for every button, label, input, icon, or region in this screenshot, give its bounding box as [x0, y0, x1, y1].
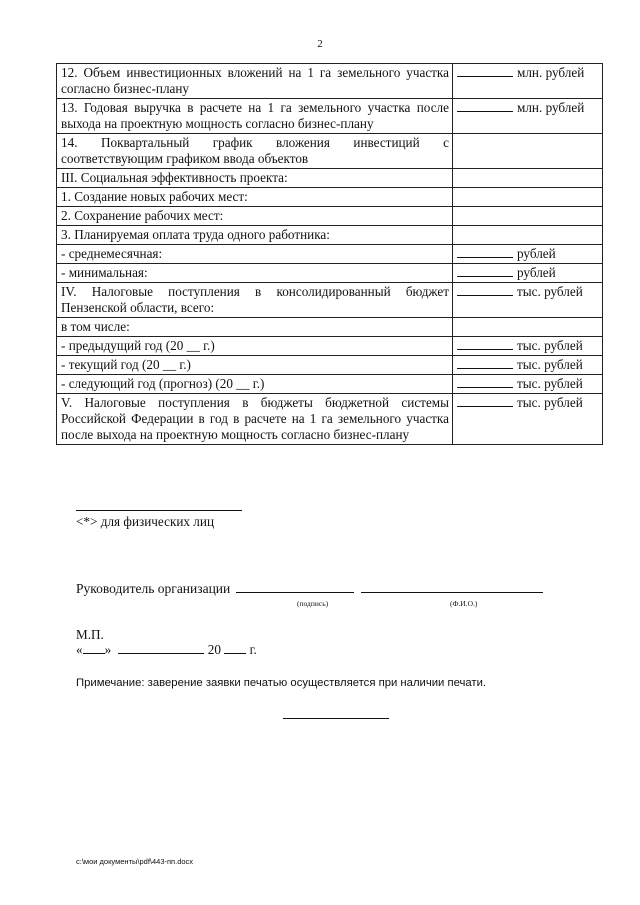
table-row — [57, 375, 603, 394]
row-value-field — [453, 375, 603, 394]
quote-close: » — [104, 642, 112, 657]
row-description: III. Социальная эффективность проекта: — [57, 169, 453, 188]
page-number: 2 — [317, 38, 323, 50]
row-value-field — [453, 207, 603, 226]
row-value-field — [453, 64, 603, 99]
row-value-field — [453, 245, 603, 264]
row-description: - среднемесячная: — [57, 245, 453, 264]
row-description: V. Налоговые поступления в бюджеты бюджетной системы Российской Федерации в год в расчете на 1 га земельного участка после выхода на проектную мощность согласно бизнес-плану — [57, 394, 453, 445]
row-description: 13. Годовая выручка в расчете на 1 га земельного участка после выхода на проектную мощность согласно бизнес-плану — [57, 99, 453, 134]
table-row — [57, 337, 603, 356]
fio-blank — [361, 580, 543, 593]
blank-line — [457, 338, 513, 350]
table-row — [57, 264, 603, 283]
table-row — [57, 207, 603, 226]
blank-line — [457, 357, 513, 369]
table-row — [57, 245, 603, 264]
row-value-field — [453, 226, 603, 245]
end-divider — [283, 718, 389, 719]
row-value-field — [453, 99, 603, 134]
table-row — [57, 394, 603, 445]
row-value-field — [453, 394, 603, 445]
footnote: <*> для физических лиц — [76, 514, 215, 529]
row-description: 14. Поквартальный график вложения инвестиций с соответствующим графиком ввода объектов — [57, 134, 453, 169]
fio-caption: (Ф.И.О.) — [450, 599, 478, 608]
blank-line — [457, 376, 513, 388]
signature-caption: (подпись) — [297, 599, 329, 608]
signature-line — [76, 580, 543, 597]
row-unit: тыс. рублей — [517, 395, 583, 410]
table-row — [57, 188, 603, 207]
year-blank — [224, 641, 246, 654]
row-description: - предыдущий год (20 __ г.) — [57, 337, 453, 356]
row-unit: тыс. рублей — [517, 338, 583, 353]
blank-line — [457, 65, 513, 77]
row-unit: млн. рублей — [517, 100, 585, 115]
row-unit: тыс. рублей — [517, 284, 583, 299]
row-value-field — [453, 283, 603, 318]
row-unit: рублей — [517, 265, 556, 280]
table-row — [57, 283, 603, 318]
table-row — [57, 169, 603, 188]
table-row — [57, 64, 603, 99]
row-description: IV. Налоговые поступления в консолидированный бюджет Пензенской области, всего: — [57, 283, 453, 318]
row-value-field — [453, 188, 603, 207]
blank-line — [457, 265, 513, 277]
blank-line — [457, 246, 513, 258]
row-description: 1. Создание новых рабочих мест: — [57, 188, 453, 207]
file-path: c:\мои документы\pdf\443-пп.docx — [76, 857, 194, 866]
row-value-field — [453, 134, 603, 169]
row-description: 3. Планируемая оплата труда одного работника: — [57, 226, 453, 245]
row-description: 2. Сохранение рабочих мест: — [57, 207, 453, 226]
blank-line — [457, 395, 513, 407]
footnote-divider — [76, 510, 242, 511]
signature-blank — [236, 580, 354, 593]
row-unit: тыс. рублей — [517, 357, 583, 372]
row-description: 12. Объем инвестиционных вложений на 1 га земельного участка согласно бизнес-плану — [57, 64, 453, 99]
row-value-field — [453, 318, 603, 337]
year-prefix: 20 — [207, 642, 221, 657]
quote-open: « — [76, 642, 83, 657]
table-row — [57, 99, 603, 134]
row-description: - минимальная: — [57, 264, 453, 283]
row-description: - текущий год (20 __ г.) — [57, 356, 453, 375]
date-line — [76, 641, 257, 658]
row-value-field — [453, 337, 603, 356]
table-row — [57, 226, 603, 245]
day-blank — [83, 641, 105, 654]
row-description: в том числе: — [57, 318, 453, 337]
row-unit: млн. рублей — [517, 65, 585, 80]
note: Примечание: заверение заявки печатью осуществляется при наличии печати. — [76, 677, 487, 689]
blank-line — [457, 284, 513, 296]
month-blank — [118, 641, 204, 654]
row-value-field — [453, 356, 603, 375]
year-suffix: г. — [249, 642, 257, 657]
table-row — [57, 134, 603, 169]
row-unit: тыс. рублей — [517, 376, 583, 391]
row-description: - следующий год (прогноз) (20 __ г.) — [57, 375, 453, 394]
row-unit: рублей — [517, 246, 556, 261]
row-value-field — [453, 169, 603, 188]
table-row — [57, 318, 603, 337]
application-form-table — [56, 63, 603, 445]
head-label: Руководитель организации — [76, 581, 231, 596]
row-value-field — [453, 264, 603, 283]
stamp-label: М.П. — [76, 627, 104, 642]
blank-line — [457, 100, 513, 112]
table-row — [57, 356, 603, 375]
